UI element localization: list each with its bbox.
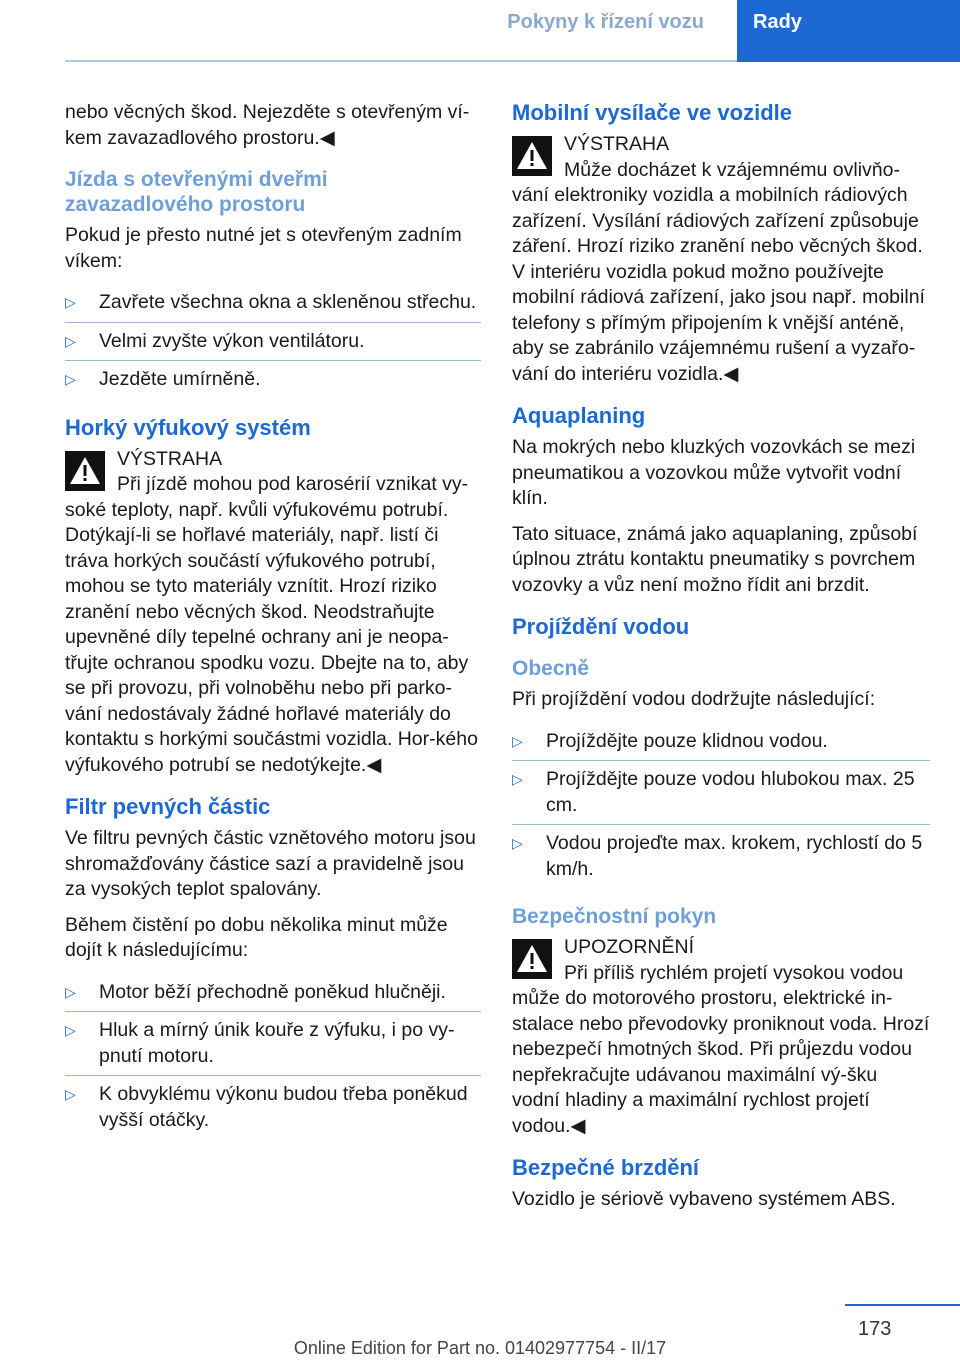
- water-list: [512, 723, 930, 889]
- triangle-bullet-icon: ▷: [65, 1022, 76, 1038]
- heading-safety: Bezpečnostní pokyn: [512, 905, 717, 928]
- filter-paragraph-1: Ve filtru pevných částic vznětového motoru jsou shromažďovány částice sazí a pravidelně jsou za vysokých teplot spalovány.: [65, 827, 476, 900]
- heading-mobile: Mobilní vysílače ve vozidle: [512, 100, 792, 125]
- chapter-tab: Rady: [737, 0, 960, 62]
- warning-triangle-icon: [512, 136, 552, 176]
- footer-rule: [845, 1304, 960, 1306]
- heading-brake: Bezpečné brzdění: [512, 1155, 700, 1180]
- triangle-bullet-icon: ▷: [512, 732, 523, 749]
- open-trunk-paragraph: Pokud je přesto nutné jet s otevřeným zadním víkem:: [65, 224, 462, 272]
- list-item: ▷ Projíždějte pouze klidnou vodou.: [512, 723, 930, 761]
- filter-list: [65, 974, 481, 1140]
- warning-triangle-icon: [512, 939, 552, 979]
- heading-open-trunk: Jízda s otevřenými dveřmi zavazadlového prostoru: [65, 168, 328, 216]
- warning-title: VÝSTRAHA: [117, 447, 223, 470]
- triangle-bullet-icon: ▷: [65, 983, 76, 1000]
- warning-text: Může docházet k vzájemnému ovlivňo‐vání elektroniky vozidla a mobilních rádiových zařízení. Vysílání rádiových zařízení způsobuje záření. Hrozí riziko zranění nebo věcných škod. V interiéru vozidla pokud možno používejte mobilní rádiová zařízení, jako jsou např. mobilní telefony s přímým připojením k vnější anténě, aby se zabránilo vzájemnému rušení a vyzařo‐vání do interiéru vozidla.◀: [512, 158, 925, 385]
- triangle-bullet-icon: ▷: [65, 1086, 76, 1102]
- heading-water: Projíždění vodou: [512, 614, 690, 639]
- edition-note: Online Edition for Part no. 01402977754 - II/17: [293, 1338, 667, 1358]
- filter-paragraph-2: Během čistění po dobu několika minut může dojít k následujícímu:: [65, 913, 448, 961]
- warning-title: UPOZORNĚNÍ: [564, 936, 695, 958]
- list-item: ▷ Vodou projeďte max. krokem, rychlostí do 5 km/h.: [512, 824, 930, 888]
- right-column: [512, 100, 930, 1223]
- list-item: ▷ Zavřete všechna okna a skleněnou střechu.: [65, 284, 481, 322]
- left-column: [65, 100, 481, 1147]
- list-item: ▷ Motor běží přechodně poněkud hlučněji.: [65, 974, 481, 1012]
- list-item: ▷ Velmi zvyšte výkon ventilátoru.: [65, 322, 481, 361]
- brake-paragraph: Vozidlo je sériově vybaveno systémem ABS.: [512, 1188, 896, 1210]
- warning-text: Při příliš rychlém projetí vysokou vodou může do motorového prostoru, elektrické in‐stalace nebo převodovky proniknout voda. Hrozí nebezpečí hmotných škod. Při průjezdu vodou nepřekračujte udávanou maximální vý‐šku vodní hladiny a maximální rychlost projetí vodou.◀: [512, 961, 930, 1137]
- heading-aquaplaning: Aquaplaning: [512, 403, 646, 428]
- triangle-bullet-icon: ▷: [512, 771, 523, 787]
- list-item: ▷ Projíždějte pouze vodou hlubokou max. 25 cm.: [512, 760, 930, 824]
- heading-general: Obecně: [512, 657, 590, 680]
- page-header: [0, 0, 960, 62]
- warning-triangle-icon: [65, 451, 105, 491]
- general-paragraph: Při projíždění vodou dodržujte následující:: [512, 688, 876, 710]
- open-trunk-list: [65, 284, 481, 399]
- list-item: ▷ Jezděte umírněně.: [65, 360, 481, 399]
- safety-warning: [512, 935, 930, 1139]
- mobile-warning: [512, 132, 930, 387]
- aquaplaning-paragraph-2: Tato situace, známá jako aquaplaning, způsobí úplnou ztrátu kontaktu pneumatiky s povrchem vozovky a vůz není možno řídit ani brzdit.: [512, 522, 918, 596]
- triangle-bullet-icon: ▷: [65, 371, 76, 387]
- list-item: ▷ Hluk a mírný únik kouře z výfuku, i po vy‐pnutí motoru.: [65, 1011, 481, 1075]
- list-item: ▷ K obvyklému výkonu budou třeba poněkud vyšší otáčky.: [65, 1075, 481, 1139]
- section-tab: Pokyny k řízení vozu: [507, 11, 704, 33]
- page-number: 173: [858, 1318, 892, 1340]
- header-rule: [65, 60, 737, 62]
- intro-paragraph: nebo věcných škod. Nejezděte s otevřeným ví‐kem zavazadlového prostoru.◀: [65, 101, 470, 149]
- heading-filter: Filtr pevných částic: [65, 794, 271, 819]
- triangle-bullet-icon: ▷: [65, 294, 76, 310]
- triangle-bullet-icon: ▷: [65, 332, 76, 349]
- warning-text: Při jízdě mohou pod karosérií vznikat vy‐soké teploty, např. kvůli výfukovému potrubí. Dotýkají-li se hořlavé materiály, např. listí či tráva horkých součástí výfukového potrubí, mohou se tyto materiály vznítit. Hrozí riziko zranění nebo věcných škod. Neodstraňujte upevněné díly tepelné ochrany ani je neopa‐třujte ochranou spodku vozu. Dbejte na to, aby se při provozu, při volnoběhu nebo při parko‐vání nedostávaly žádné hořlavé materiály do kontaktu s horkými součástmi vozidla. Hor‐kého výfukového potrubí se nedotýkejte.◀: [65, 473, 478, 776]
- triangle-bullet-icon: ▷: [512, 835, 523, 851]
- aquaplaning-paragraph-1: Na mokrých nebo kluzkých vozovkách se mezi pneumatikou a vozovkou může vytvořit vodní klín.: [512, 436, 916, 509]
- warning-title: VÝSTRAHA: [564, 133, 670, 155]
- exhaust-warning: [65, 447, 481, 779]
- heading-exhaust: Horký výfukový systém: [65, 414, 311, 440]
